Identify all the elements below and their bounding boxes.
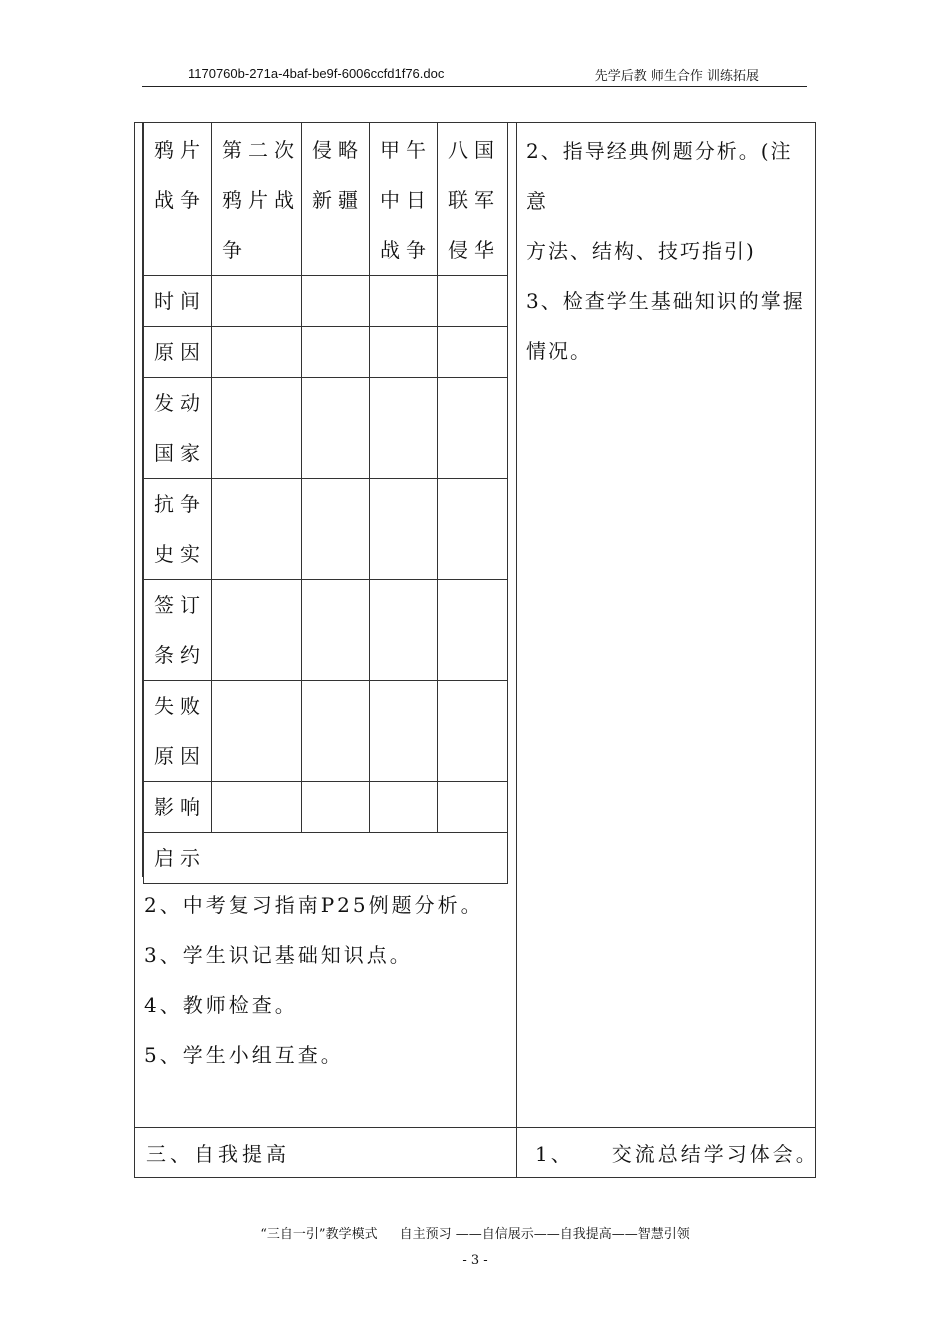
header-cell-xinjiang-invasion: 侵略 新疆 (302, 123, 370, 276)
header-cell-eight-nation-alliance: 八国 联军 侵华 (438, 123, 508, 276)
table-cell (212, 276, 302, 327)
page-header (142, 64, 807, 87)
table-cell (212, 681, 302, 782)
table-cell (438, 327, 508, 378)
table-cell (302, 782, 370, 833)
table-cell (212, 479, 302, 580)
table-row (144, 479, 508, 580)
table-cell (370, 681, 438, 782)
header-motto: 先学后教 师生合作 训练拓展 (594, 69, 759, 84)
list-item: 4、教师检查。 (144, 993, 298, 1017)
table-row (144, 833, 508, 884)
page-footer (0, 1223, 950, 1242)
row-label-countries: 发动 国家 (144, 378, 212, 479)
table-cell (438, 681, 508, 782)
table-cell (212, 378, 302, 479)
table-row (144, 580, 508, 681)
row-label-failure-cause: 失败 原因 (144, 681, 212, 782)
header-cell-sino-japanese-war: 甲午 中日 战争 (370, 123, 438, 276)
row-label-resistance: 抗争 史实 (144, 479, 212, 580)
summary-step (535, 1131, 819, 1177)
table-header-row (144, 123, 508, 276)
footer-steps: 自主预习 ——自信展示——自我提高——智慧引领 (399, 1227, 690, 1242)
text-line: 方法、结构、技巧指引) (526, 239, 756, 263)
table-cell (438, 378, 508, 479)
table-cell (438, 580, 508, 681)
page-number: - 3 - (462, 1253, 488, 1268)
table-cell (302, 681, 370, 782)
table-row (144, 681, 508, 782)
table-cell (370, 378, 438, 479)
text-line: 2、指导经典例题分析。(注意 (526, 139, 793, 213)
table-cell (212, 580, 302, 681)
list-item: 3、学生识记基础知识点。 (144, 943, 413, 967)
column-divider (516, 122, 517, 1178)
header-cell-second-opium-war: 第二次 鸦片战 争 (212, 123, 302, 276)
table-cell (438, 479, 508, 580)
step-text: 交流总结学习体会。 (611, 1142, 819, 1166)
header-cell-opium-war: 鸦片 战争 (144, 123, 212, 276)
list-item: 5、学生小组互查。 (144, 1043, 344, 1067)
row-label-treaty: 签订 条约 (144, 580, 212, 681)
war-comparison-table (143, 122, 508, 884)
row-label-time: 时间 (144, 276, 212, 327)
table-row (144, 378, 508, 479)
document-filename: 1170760b-271a-4baf-be9f-6006ccfd1f76.doc (188, 66, 445, 81)
row-divider (134, 1127, 816, 1128)
step-number: 1、 (535, 1142, 574, 1166)
text-line: 情况。 (526, 339, 592, 363)
table-cell (302, 479, 370, 580)
table-cell (438, 782, 508, 833)
table-cell (302, 276, 370, 327)
table-cell (302, 327, 370, 378)
table-cell (370, 580, 438, 681)
left-steps-list (144, 880, 484, 1080)
text-line: 3、检查学生基础知识的掌握 (526, 289, 805, 313)
row-label-cause: 原因 (144, 327, 212, 378)
list-item: 2、中考复习指南P25例题分析。 (144, 893, 484, 917)
table-cell (302, 378, 370, 479)
table-row (144, 327, 508, 378)
row-label-impact: 影响 (144, 782, 212, 833)
table-cell (370, 327, 438, 378)
row-label-insight: 启示 (144, 833, 508, 884)
table-row (144, 782, 508, 833)
section-self-improvement: 三、自我提高 (146, 1142, 290, 1166)
table-cell (302, 580, 370, 681)
table-row (144, 276, 508, 327)
table-cell (212, 782, 302, 833)
table-cell (370, 782, 438, 833)
footer-model-name: “三自一引”教学模式 (260, 1227, 378, 1242)
table-cell (212, 327, 302, 378)
teacher-guidance-column (526, 126, 812, 376)
table-cell (370, 479, 438, 580)
table-cell (370, 276, 438, 327)
table-cell (438, 276, 508, 327)
